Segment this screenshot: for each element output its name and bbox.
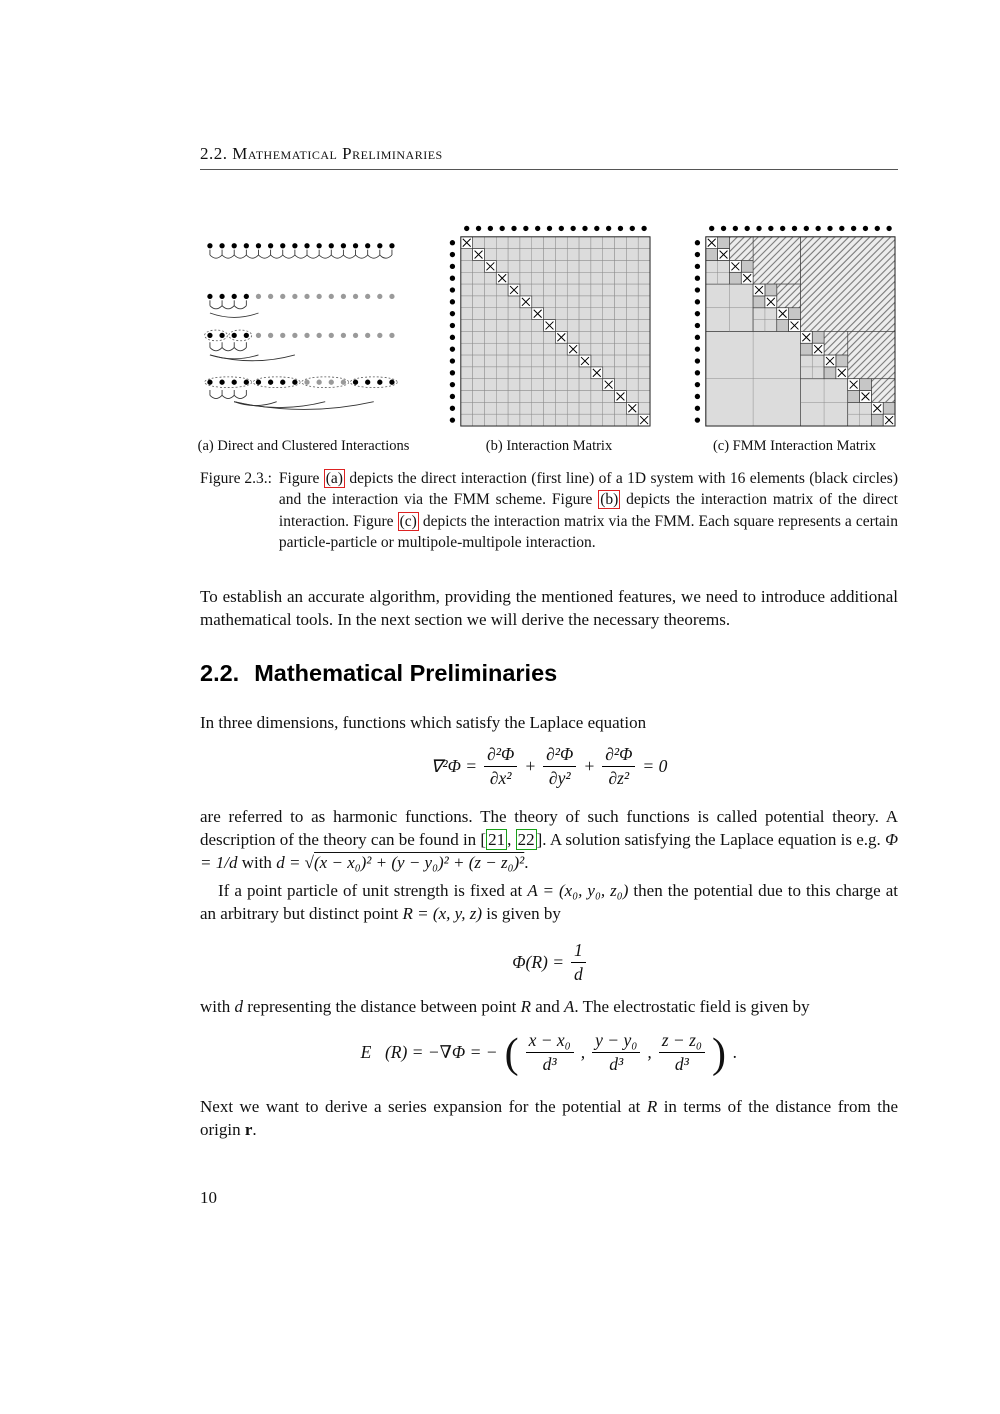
fraction-d2z [602, 744, 635, 788]
text-run: Figure [278, 470, 324, 487]
section-number: 2.2. [200, 660, 240, 686]
subcaption-a: (a) Direct and Clustered Interactions [197, 438, 410, 454]
text-run: R [520, 997, 531, 1016]
citation-22[interactable]: 22 [517, 829, 535, 849]
figure-ref-a[interactable]: (a) [325, 470, 343, 487]
figure-ref-c[interactable]: (c) [399, 512, 417, 530]
fraction-numerator: ∂²Φ [602, 744, 635, 767]
section-heading [200, 660, 898, 687]
fraction-y-component [592, 1030, 640, 1074]
paragraph-intro: To establish an accurate algorithm, providing the mentioned features, we need to introduce additional mathematical tools. In the next section we will derive the necessary theorems. [200, 587, 898, 629]
paragraph-distance [200, 996, 898, 1019]
figure-c-image [692, 222, 897, 428]
text-run: is given by [482, 903, 561, 923]
text-run: depicts the direct interaction (first line) of a 1D system with 16 elements (black circles) and the interaction via the FMM scheme. Figure [278, 470, 898, 509]
text-run: Φ = 1/d [200, 829, 899, 872]
text-run: , [507, 829, 516, 849]
figure-panel-a [197, 222, 410, 455]
fraction-d2y [543, 744, 576, 788]
text-run: then the potential due to this charge at an arbitrary but distinct point [200, 881, 898, 923]
figure-panel-b [446, 222, 653, 455]
text-run: Next we want to derive a series expansion for the potential at [200, 1097, 647, 1116]
text-run: r [244, 1119, 253, 1139]
figure-caption [200, 468, 898, 554]
figure-panels-row [197, 222, 898, 455]
eq-potential-lhs: Φ(R) = [512, 951, 565, 972]
eq-field-lhs: E⃗(R) = −∇Φ = − [360, 1041, 498, 1062]
text-run: R = (x, y, z) [402, 903, 482, 923]
text-run: √ [304, 852, 315, 872]
text-run: in terms of the distance from the origin [200, 1097, 898, 1139]
comma-separator: , [647, 1041, 652, 1062]
text-run: R [646, 1097, 658, 1116]
fraction-x-component [526, 1030, 574, 1074]
figure-a-image [201, 222, 406, 428]
text-run: A [564, 997, 575, 1016]
eq-laplace-rhs: = 0 [642, 755, 668, 776]
fraction-numerator: z − z₀ [659, 1030, 705, 1053]
fraction-denominator: d³ [542, 1054, 557, 1075]
page-number: 10 [200, 1188, 217, 1207]
eq-field-period: . [732, 1041, 738, 1062]
equation-field: E⃗(R) = −∇Φ = − ( $\frac{\text{x − x₀}}{\text{d³}}$ , $\frac{\text{y − y₀}}{\text{d³}}$ , $\frac{\text{z − z₀}}{\text{d³}}$ ) . [360, 1030, 738, 1078]
citation-21[interactable]: 21 [488, 829, 506, 849]
subcaption-c: (c) FMM Interaction Matrix [712, 438, 877, 454]
figure-panel-c [691, 222, 898, 455]
direct-clustered-interactions-diagram [201, 236, 406, 428]
running-header [200, 144, 898, 170]
text-run: d [234, 997, 243, 1016]
eq-laplace-lhs: ∇²Φ = [430, 755, 478, 776]
paragraph-harmonic [200, 806, 898, 874]
fraction-numerator: y − y₀ [592, 1030, 640, 1053]
fraction-denominator: d³ [674, 1054, 689, 1075]
section-title: Mathematical Preliminaries [254, 660, 558, 686]
fraction-numerator: ∂²Φ [543, 744, 576, 767]
fraction-1-over-d [571, 940, 586, 984]
fraction-numerator: ∂²Φ [484, 744, 517, 767]
fraction-d2x [484, 744, 517, 788]
text-run: are referred to as harmonic functions. The theory of such functions is called potential theory. A description of the theory can be found in [ [200, 807, 898, 849]
text-run: with [200, 997, 235, 1016]
interaction-matrix-diagram [447, 223, 652, 428]
fraction-denominator: d [574, 964, 583, 985]
text-run: with [237, 852, 277, 872]
plus-operator: + [583, 755, 596, 776]
text-run: ]. A solution satisfying the Laplace equation is e.g. [536, 829, 886, 849]
text-run: representing the distance between point [242, 997, 521, 1016]
text-run: depicts the interaction matrix of the direct interaction. Figure [278, 491, 898, 530]
text-run: . The electrostatic field is given by [574, 997, 810, 1016]
text-run: . [252, 1119, 257, 1139]
equation-laplace [200, 744, 898, 788]
figure-2-3 [197, 222, 898, 455]
text-run: If a point particle of unit strength is fixed at [218, 881, 528, 900]
paragraph-point-particle [200, 880, 898, 926]
fraction-numerator: 1 [571, 940, 586, 963]
text-run: (x − x₀)² + (y − y₀)² + (z − z₀)² [314, 852, 525, 872]
figure-caption-text [279, 468, 898, 554]
equation-potential [200, 940, 898, 984]
text-run: A = (x₀, y₀, z₀) [527, 881, 629, 900]
fraction-z-component [659, 1030, 705, 1074]
fraction-denominator: ∂x² [489, 768, 512, 789]
figure-caption-label: Figure 2.3.: [200, 470, 272, 487]
comma-separator: , [580, 1041, 586, 1062]
text-run: d = [276, 852, 305, 872]
paragraph-laplace-intro: In three dimensions, functions which satisfy the Laplace equation [200, 713, 647, 732]
fmm-interaction-matrix-diagram [692, 223, 897, 428]
text-run: and [530, 997, 564, 1016]
figure-b-image [447, 222, 652, 428]
running-header-text: 2.2. Mathematical Preliminaries [200, 144, 443, 163]
fraction-denominator: ∂z² [608, 768, 630, 789]
text-run: depicts the interaction matrix via the FMM. Each square represents a certain particle-particle or multipole-multipole interaction. [278, 512, 898, 552]
fraction-denominator: ∂y² [548, 768, 571, 789]
figure-ref-b[interactable]: (b) [600, 491, 619, 509]
text-run: . [524, 852, 529, 872]
subcaption-b: (b) Interaction Matrix [485, 438, 613, 454]
paragraph-series-expansion [200, 1096, 898, 1142]
fraction-denominator: d³ [609, 1054, 624, 1075]
fraction-numerator: x − x₀ [526, 1030, 574, 1053]
plus-operator: + [524, 755, 537, 776]
